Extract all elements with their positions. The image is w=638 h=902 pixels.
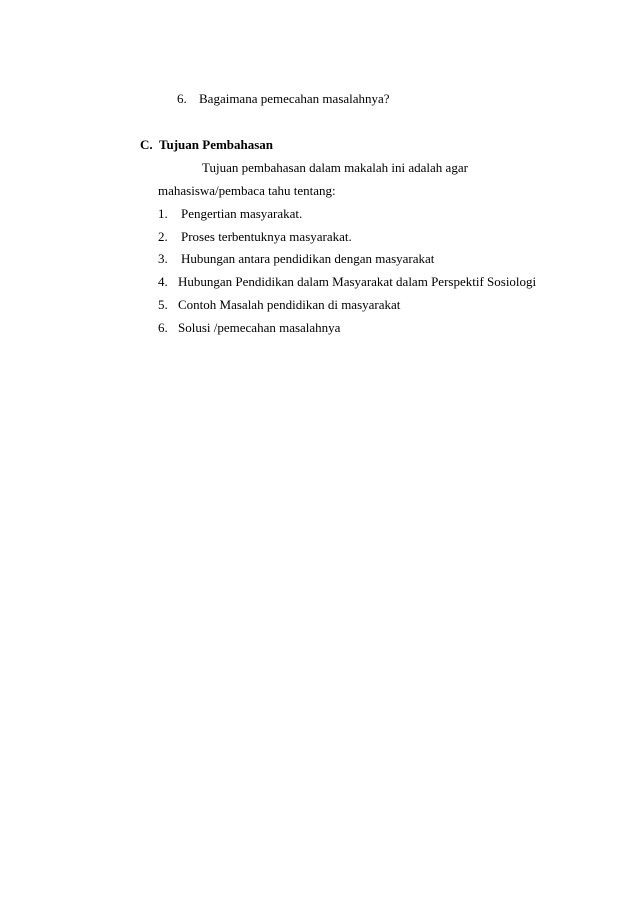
list-text: Bagaimana pemecahan masalahnya?: [199, 91, 390, 106]
list-item: [158, 206, 302, 222]
section-title: Tujuan Pembahasan: [159, 137, 274, 152]
list-text: Solusi /pemecahan masalahnya: [178, 320, 341, 335]
section-letter: C.: [140, 137, 153, 152]
list-text: Contoh Masalah pendidikan di masyarakat: [178, 297, 401, 312]
list-number: 5.: [158, 297, 168, 312]
list-item: [158, 297, 400, 313]
section-c-heading: [140, 137, 273, 153]
list-item: [158, 229, 352, 245]
section-c-intro-line-1: Tujuan pembahasan dalam makalah ini adalah agar: [202, 160, 468, 175]
list-number: 1.: [158, 206, 168, 221]
list-text: Proses terbentuknya masyarakat.: [181, 229, 352, 244]
list-number: 2.: [158, 229, 168, 244]
list-item: [158, 320, 340, 336]
list-number: 3.: [158, 251, 168, 266]
list-number: 6.: [177, 91, 187, 106]
list-item: [158, 251, 434, 267]
list-text: Hubungan antara pendidikan dengan masyarakat: [181, 251, 435, 266]
prev-list-item-6: [177, 91, 390, 107]
list-number: 4.: [158, 274, 168, 289]
list-text: Hubungan Pendidikan dalam Masyarakat dalam Perspektif Sosiologi: [178, 274, 537, 289]
list-text: Pengertian masyarakat.: [181, 206, 303, 221]
list-number: 6.: [158, 320, 168, 335]
list-item: [158, 274, 536, 290]
section-c-intro-line-2: mahasiswa/pembaca tahu tentang:: [158, 183, 336, 198]
